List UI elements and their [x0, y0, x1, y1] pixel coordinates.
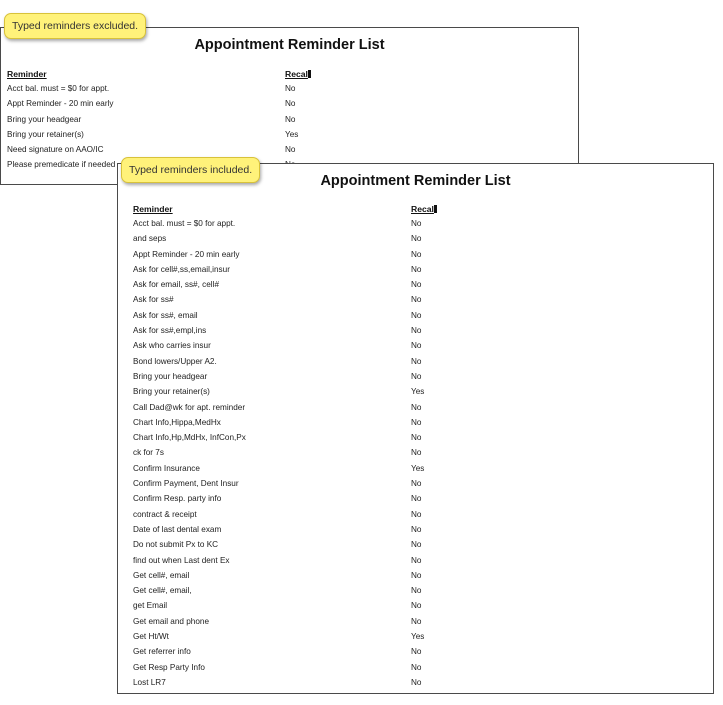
recall-value: No — [411, 448, 422, 458]
list-item — [118, 510, 713, 525]
reminder-name: Need signature on AAO/IC — [7, 145, 104, 155]
list-item — [1, 84, 578, 99]
recall-value: No — [411, 356, 422, 366]
reminder-list — [118, 219, 713, 693]
list-item — [118, 479, 713, 494]
column-header-recall: Recal — [285, 69, 311, 79]
reminder-name: Bring your headgear — [7, 114, 82, 124]
callout-typed-reminders-included: Typed reminders included. — [121, 157, 260, 183]
reminder-name: Ask for ss#, email — [133, 310, 198, 320]
list-item — [118, 647, 713, 662]
recall-value: No — [411, 540, 422, 550]
list-item — [118, 219, 713, 234]
recall-value: No — [411, 570, 422, 580]
list-item — [118, 280, 713, 295]
recall-value: No — [411, 326, 422, 336]
recall-value: No — [411, 280, 422, 290]
recall-value: No — [411, 264, 422, 274]
list-item — [118, 403, 713, 418]
list-item — [118, 448, 713, 463]
list-item — [118, 372, 713, 387]
reminder-name: Ask for ss#,empl,ins — [133, 326, 207, 336]
reminder-name: Ask for ss# — [133, 295, 174, 305]
reminder-name: and seps — [133, 234, 167, 244]
list-item — [118, 556, 713, 571]
recall-value: No — [411, 555, 422, 565]
recall-value: Yes — [285, 129, 299, 139]
reminder-name: Appt Reminder - 20 min early — [133, 249, 240, 259]
reminder-name: find out when Last dent Ex — [133, 555, 230, 565]
reminder-name: Bring your retainer(s) — [7, 129, 84, 139]
list-item — [1, 99, 578, 114]
list-item — [118, 433, 713, 448]
reminder-name: contract & receipt — [133, 509, 197, 519]
reminder-name: ck for 7s — [133, 448, 164, 458]
reminder-name: Get cell#, email, — [133, 586, 192, 596]
list-item — [118, 663, 713, 678]
recall-value: No — [411, 402, 422, 412]
reminder-name: Get Ht/Wt — [133, 632, 169, 642]
reminder-name: Bring your headgear — [133, 371, 208, 381]
recall-value: No — [411, 494, 422, 504]
reminder-name: Ask who carries insur — [133, 341, 211, 351]
recall-value: No — [411, 662, 422, 672]
recall-value: No — [411, 479, 422, 489]
list-item — [118, 341, 713, 356]
report-panel-excluded — [0, 27, 579, 185]
report-title: Appointment Reminder List — [194, 37, 385, 53]
recall-value: No — [411, 234, 422, 244]
column-header-recall: Recal — [411, 204, 437, 214]
recall-value: No — [411, 295, 422, 305]
list-item — [118, 601, 713, 616]
recall-value: No — [411, 219, 422, 228]
list-item — [118, 311, 713, 326]
recall-value: No — [411, 509, 422, 519]
list-item — [118, 234, 713, 249]
recall-value: No — [411, 249, 422, 259]
list-item — [118, 295, 713, 310]
recall-value: No — [411, 417, 422, 427]
list-item — [118, 265, 713, 280]
recall-value: No — [411, 524, 422, 534]
reminder-name: Call Dad@wk for apt. reminder — [133, 402, 246, 412]
recall-value: No — [411, 371, 422, 381]
list-item — [118, 418, 713, 433]
reminder-name: Appt Reminder - 20 min early — [7, 99, 114, 109]
list-item — [118, 494, 713, 509]
recall-value: No — [285, 99, 296, 109]
recall-value: No — [411, 586, 422, 596]
column-header-reminder: Reminder — [133, 204, 173, 214]
reminder-name: Ask for cell#,ss,email,insur — [133, 264, 230, 274]
list-item — [118, 632, 713, 647]
column-header-reminder: Reminder — [7, 69, 47, 79]
list-item — [118, 525, 713, 540]
reminder-name: get Email — [133, 601, 168, 611]
reminder-name: Get cell#, email — [133, 570, 190, 580]
recall-value: No — [411, 601, 422, 611]
reminder-name: Acct bal. must = $0 for appt. — [133, 219, 236, 228]
reminder-name: Lost LR7 — [133, 677, 166, 687]
reminder-name: Get email and phone — [133, 616, 210, 626]
list-item — [118, 387, 713, 402]
list-item — [118, 540, 713, 555]
recall-value: Yes — [411, 632, 425, 642]
reminder-name: Bring your retainer(s) — [133, 387, 210, 397]
recall-value: Yes — [411, 463, 425, 473]
reminder-name: Acct bal. must = $0 for appt. — [7, 84, 110, 93]
recall-value: No — [411, 647, 422, 657]
list-item — [118, 464, 713, 479]
reminder-name: Bond lowers/Upper A2. — [133, 356, 217, 366]
list-item — [1, 115, 578, 130]
list-item — [118, 586, 713, 601]
reminder-name: Confirm Payment, Dent Insur — [133, 479, 239, 489]
recall-value: No — [285, 145, 296, 155]
recall-value: No — [285, 114, 296, 124]
recall-value: No — [285, 84, 296, 93]
callout-typed-reminders-excluded: Typed reminders excluded. — [4, 13, 146, 39]
recall-value: No — [411, 310, 422, 320]
reminder-name: Date of last dental exam — [133, 524, 222, 534]
recall-value: No — [411, 433, 422, 443]
list-item — [118, 250, 713, 265]
reminder-name: Confirm Insurance — [133, 463, 200, 473]
list-item — [118, 678, 713, 693]
text-cursor-icon — [434, 205, 437, 213]
report-title: Appointment Reminder List — [320, 173, 511, 189]
reminder-name: Get referrer info — [133, 647, 191, 657]
recall-value: No — [411, 616, 422, 626]
reminder-name: Confirm Resp. party info — [133, 494, 222, 504]
list-item — [118, 326, 713, 341]
recall-value: No — [411, 677, 422, 687]
reminder-name: Please premedicate if needed — [7, 160, 116, 170]
reminder-name: Ask for email, ss#, cell# — [133, 280, 219, 290]
reminder-name: Chart Info,Hippa,MedHx — [133, 417, 221, 427]
list-item — [1, 145, 578, 160]
reminder-name: Chart Info,Hp,MdHx, InfCon,Px — [133, 433, 246, 443]
list-item — [118, 571, 713, 586]
recall-value: Yes — [411, 387, 425, 397]
reminder-name: Get Resp Party Info — [133, 662, 205, 672]
list-item — [1, 130, 578, 145]
recall-value: No — [411, 341, 422, 351]
reminder-name: Do not submit Px to KC — [133, 540, 219, 550]
reminder-list — [1, 84, 578, 176]
list-item — [118, 617, 713, 632]
text-cursor-icon — [308, 70, 311, 78]
list-item — [118, 357, 713, 372]
report-panel-included — [117, 163, 714, 694]
